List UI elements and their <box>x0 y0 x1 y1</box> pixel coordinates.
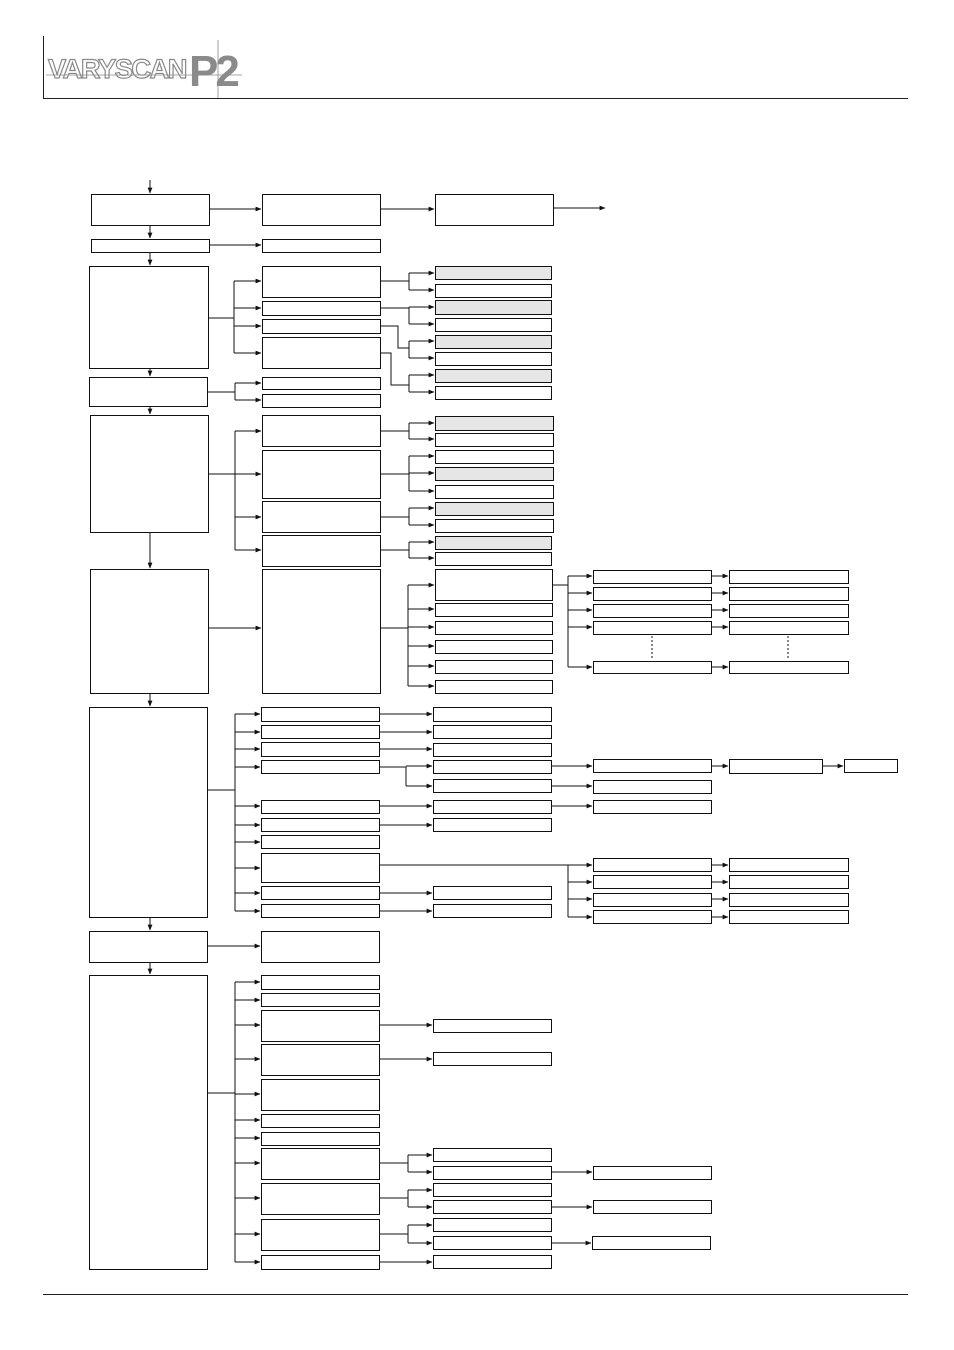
menu-box-46 <box>436 681 553 694</box>
menu-box-58 <box>262 726 380 739</box>
menu-box-81 <box>594 894 712 907</box>
menu-box-38 <box>436 537 552 550</box>
menu-box-24 <box>436 387 552 400</box>
menu-box-4 <box>90 378 208 407</box>
menu-box-41 <box>436 570 553 601</box>
menu-box-37 <box>436 520 554 533</box>
menu-box-101 <box>434 1020 552 1033</box>
menu-box-55 <box>730 622 849 635</box>
menu-box-29 <box>263 502 381 533</box>
menu-box-21 <box>436 336 552 349</box>
menu-box-7 <box>90 708 208 918</box>
menu-box-79 <box>594 859 712 872</box>
menu-box-74 <box>845 760 898 773</box>
menu-box-27 <box>263 416 381 447</box>
menu-box-6 <box>91 570 209 694</box>
menu-box-53 <box>730 588 849 601</box>
menu-box-26 <box>263 395 381 408</box>
menu-box-22 <box>436 353 552 366</box>
menu-box-70 <box>434 761 552 774</box>
menu-box-52 <box>730 571 849 584</box>
menu-box-64 <box>262 854 380 883</box>
menu-box-68 <box>434 726 552 739</box>
menu-box-48 <box>594 588 712 601</box>
menu-box-86 <box>730 911 849 924</box>
menu-box-99 <box>262 1220 380 1251</box>
menu-box-109 <box>434 1219 552 1232</box>
connector-99 <box>379 767 406 786</box>
menu-box-61 <box>262 801 380 814</box>
menu-box-35 <box>436 486 554 499</box>
menu-box-72 <box>594 760 712 773</box>
menu-box-40 <box>263 570 381 694</box>
menu-box-104 <box>434 1167 552 1180</box>
menu-box-103 <box>434 1149 552 1162</box>
menu-box-57 <box>262 708 380 722</box>
menu-box-106 <box>434 1184 552 1197</box>
menu-box-108 <box>594 1201 712 1214</box>
menu-box-67 <box>434 708 552 722</box>
menu-box-36 <box>436 503 554 516</box>
menu-box-42 <box>436 604 553 617</box>
menu-box-63 <box>262 836 380 849</box>
menu-box-20 <box>436 319 552 332</box>
menu-box-43 <box>436 622 553 635</box>
menu-box-32 <box>436 434 554 447</box>
menu-box-98 <box>262 1184 380 1215</box>
menu-box-25 <box>263 378 381 390</box>
menu-box-19 <box>436 301 552 315</box>
menu-box-50 <box>594 622 712 635</box>
menu-box-107 <box>434 1201 552 1214</box>
menu-box-75 <box>594 781 712 794</box>
menu-box-31 <box>436 417 554 431</box>
menu-box-56 <box>730 662 849 674</box>
menu-box-102 <box>434 1053 552 1066</box>
menu-box-93 <box>262 1045 380 1076</box>
menu-box-88 <box>434 905 552 918</box>
menu-box-105 <box>594 1167 712 1180</box>
menu-box-83 <box>730 859 849 872</box>
menu-box-12 <box>263 240 381 253</box>
menu-box-3 <box>90 267 209 369</box>
menu-box-65 <box>262 887 380 900</box>
menu-box-16 <box>263 338 381 369</box>
menu-box-66 <box>262 905 380 918</box>
menu-box-76 <box>434 801 552 814</box>
menu-box-28 <box>263 451 381 499</box>
menu-box-80 <box>594 876 712 889</box>
menu-box-49 <box>594 605 712 618</box>
menu-box-51 <box>594 662 712 674</box>
menu-box-14 <box>263 302 381 316</box>
menu-box-73 <box>730 760 823 774</box>
menu-box-8 <box>90 932 208 963</box>
menu-box-96 <box>262 1133 380 1146</box>
menu-box-18 <box>436 285 552 298</box>
menu-box-94 <box>262 1080 380 1111</box>
menu-box-60 <box>262 761 380 774</box>
menu-box-17 <box>436 267 552 280</box>
menu-box-15 <box>263 320 381 334</box>
menu-box-5 <box>91 416 209 533</box>
menu-box-87 <box>434 887 552 900</box>
menu-box-23 <box>436 370 552 383</box>
menu-box-95 <box>262 1115 380 1128</box>
menu-box-89 <box>262 932 380 963</box>
menu-box-2 <box>92 240 210 253</box>
menu-box-100 <box>262 1256 380 1270</box>
menu-box-47 <box>594 571 712 584</box>
menu-box-1 <box>92 195 210 226</box>
connector-31 <box>380 353 409 392</box>
menu-box-62 <box>262 819 380 832</box>
menu-box-77 <box>594 801 712 814</box>
menu-box-13 <box>263 267 381 298</box>
menu-box-10 <box>263 195 381 226</box>
menu-box-39 <box>436 553 552 566</box>
menu-box-54 <box>730 605 849 618</box>
menu-box-85 <box>730 894 849 907</box>
menu-box-45 <box>436 661 553 674</box>
menu-box-71 <box>434 780 552 793</box>
menu-box-92 <box>262 1011 380 1042</box>
menu-box-11 <box>436 195 554 226</box>
menu-box-34 <box>436 468 554 481</box>
menu-box-59 <box>262 743 380 757</box>
menu-box-9 <box>90 976 208 1270</box>
menu-box-82 <box>594 911 712 924</box>
menu-box-69 <box>434 744 552 757</box>
menu-box-30 <box>263 536 381 567</box>
menu-box-91 <box>262 994 380 1007</box>
menu-box-110 <box>434 1237 552 1250</box>
logo-wordmark: VARYSCAN <box>48 54 186 84</box>
menu-box-78 <box>434 819 552 832</box>
menu-box-33 <box>436 451 554 464</box>
menu-box-44 <box>436 641 553 654</box>
menu-box-90 <box>262 976 380 990</box>
menu-box-97 <box>262 1149 380 1180</box>
menu-box-111 <box>593 1237 711 1250</box>
menu-box-112 <box>434 1256 552 1269</box>
menu-box-84 <box>730 876 849 889</box>
logo-suffix: P2 <box>189 47 237 96</box>
